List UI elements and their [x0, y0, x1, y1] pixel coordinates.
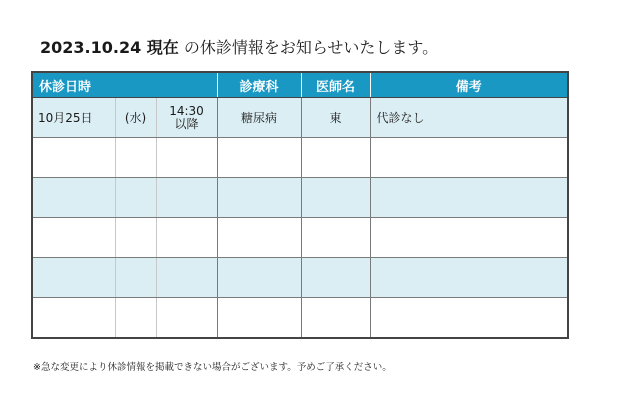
cell-date [32, 258, 115, 298]
cell-note [370, 298, 568, 339]
table-row [32, 98, 568, 138]
cell-department [217, 178, 301, 218]
column-header-doctor: 医師名 [301, 72, 370, 98]
cell-doctor [301, 218, 370, 258]
cell-doctor [301, 178, 370, 218]
cell-time-line2: 以降 [174, 116, 199, 131]
table-row [32, 258, 568, 298]
cell-doctor [301, 298, 370, 339]
column-header-note: 備考 [370, 72, 568, 98]
cell-time [156, 298, 217, 339]
footnote: ※急な変更により休診情報を掲載できない場合がございます。予めご了承ください。 [33, 362, 392, 373]
cell-doctor [301, 138, 370, 178]
cell-weekday [115, 298, 156, 339]
cell-doctor: 東 [301, 98, 370, 138]
cell-date [32, 138, 115, 178]
cell-note [370, 178, 568, 218]
cell-weekday [115, 218, 156, 258]
cell-weekday [115, 258, 156, 298]
table-row [32, 218, 568, 258]
cell-weekday: (水) [115, 98, 156, 138]
table-row [32, 138, 568, 178]
column-header-date: 休診日時 [32, 72, 217, 98]
cell-date [32, 178, 115, 218]
cell-time [156, 98, 217, 138]
cell-weekday [115, 178, 156, 218]
cell-note [370, 218, 568, 258]
cell-doctor [301, 258, 370, 298]
column-header-department: 診療科 [217, 72, 301, 98]
cell-weekday [115, 138, 156, 178]
cell-department [217, 138, 301, 178]
table-header-row [32, 72, 568, 98]
closure-table [31, 71, 569, 339]
cell-time [156, 178, 217, 218]
cell-department [217, 218, 301, 258]
cell-note [370, 258, 568, 298]
cell-note [370, 138, 568, 178]
cell-department [217, 298, 301, 339]
cell-time [156, 138, 217, 178]
cell-date: 10月25日 [32, 98, 115, 138]
cell-department: 糖尿病 [217, 98, 301, 138]
cell-time [156, 218, 217, 258]
page-title [40, 38, 438, 58]
cell-date [32, 218, 115, 258]
cell-note: 代診なし [370, 98, 568, 138]
title-text: の休診情報をお知らせいたします。 [178, 38, 439, 57]
cell-time [156, 258, 217, 298]
cell-department [217, 258, 301, 298]
cell-time-line1: 14:30 [169, 103, 204, 118]
table-row [32, 298, 568, 339]
as-of-date: 2023.10.24 現在 [40, 38, 179, 57]
cell-date [32, 298, 115, 339]
table-row [32, 178, 568, 218]
